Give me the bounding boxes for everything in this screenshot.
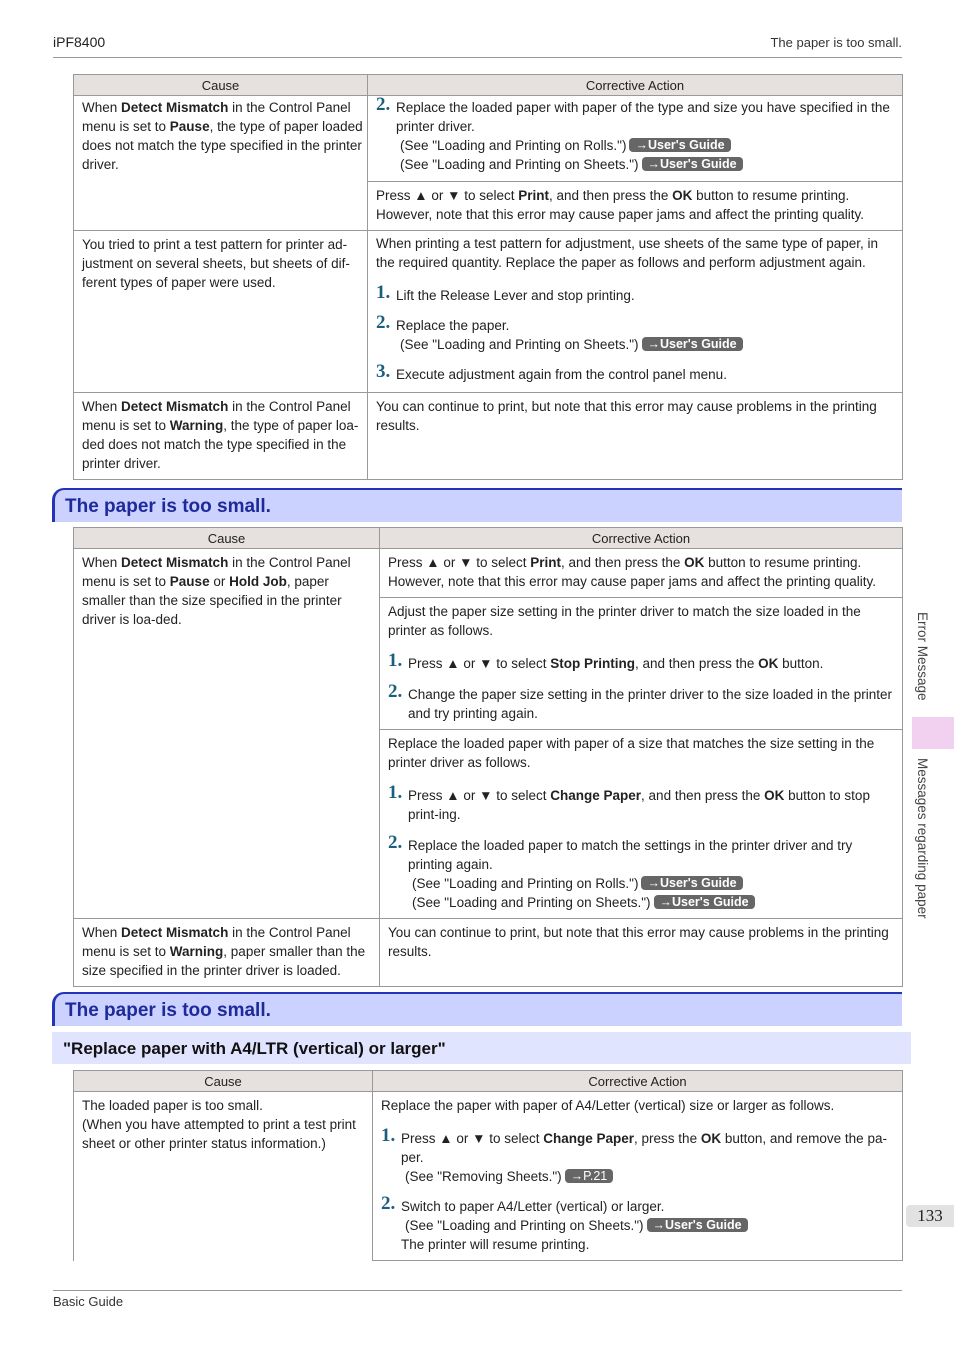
sidebar-chapter-label: Error Message xyxy=(915,612,930,701)
cause-cell: The loaded paper is too small. (When you have attempted to print a test print sheet or other printer status information.) xyxy=(74,1092,373,1261)
users-guide-link[interactable]: →User's Guide xyxy=(642,337,743,351)
column-header-cause: Cause xyxy=(74,1071,373,1092)
table-error-conditions-3 xyxy=(73,1070,903,1261)
section-title: The paper is too small. xyxy=(52,488,902,522)
column-header-cause: Cause xyxy=(74,75,368,96)
cause-cell: When Detect Mismatch in the Control Panel menu is set to Pause or Hold Job, paper smaller than the size specified in the printer driver is loa-ded. xyxy=(74,549,380,919)
table-row xyxy=(74,1092,903,1261)
sidebar-chapter-tab[interactable] xyxy=(912,717,954,749)
table-row xyxy=(74,231,903,393)
header-section: The paper is too small. xyxy=(770,35,902,50)
page-number: 133 xyxy=(906,1205,954,1227)
table-error-conditions-2 xyxy=(73,527,903,987)
cause-cell: When Detect Mismatch in the Control Panel menu is set to Warning, paper smaller than the size specified in the printer driver is loaded. xyxy=(74,919,380,987)
action-cell: Press ▲ or ▼ to select Print, and then press the OK button to resume printing. However, note that this error may cause paper jams and affect the printing quality. xyxy=(368,182,903,231)
table-row xyxy=(74,549,903,598)
column-header-action: Corrective Action xyxy=(380,528,903,549)
reference: (See "Loading and Printing on Sheets.") →User's Guide xyxy=(396,155,894,174)
cause-cell: When Detect Mismatch in the Control Panel menu is set to Pause, the type of paper loaded does not match the type specified in the printer driver. xyxy=(74,96,368,231)
header-model: iPF8400 xyxy=(53,34,106,50)
table-row xyxy=(74,393,903,480)
action-cell: Adjust the paper size setting in the printer driver to match the size loaded in the printer as follows. 1. Press ▲ or ▼ to select Stop Printing, and then press the OK button. 2. Change the paper size setting in the printer driver to the size loaded in the printer and try printing again. xyxy=(380,598,903,730)
users-guide-link[interactable]: →User's Guide xyxy=(641,876,742,890)
step-text: Replace the loaded paper with paper of the type and size you have specified in the printer driver. xyxy=(396,100,890,134)
users-guide-link[interactable]: →User's Guide xyxy=(647,1218,748,1232)
footer-guide-name: Basic Guide xyxy=(53,1294,124,1309)
sidebar-section-label: Messages regarding paper xyxy=(915,758,930,919)
column-header-cause: Cause xyxy=(74,528,380,549)
page-link[interactable]: →P.21 xyxy=(565,1169,614,1183)
column-header-action: Corrective Action xyxy=(373,1071,903,1092)
action-cell: Replace the loaded paper with paper of a size that matches the size setting in the printer driver as follows. 1. Press ▲ or ▼ to select Change Paper, and then press the OK button to stop print-ing. 2. Replace the loaded paper to match the settings in the printer driver and try printing again. (See "Loading and Printing on Rolls.") →User's Guide (See "Loading and Printing on Sheets.") →User's Guide xyxy=(380,730,903,919)
action-cell: Replace the paper with paper of A4/Letter (vertical) size or larger as follows. 1. Press ▲ or ▼ to select Change Paper, press the OK button, and remove the pa-per. (See "Removing Sheets.") →P.21 2. Switch to paper A4/Letter (vertical) or larger. (See "Loading and Printing on Sheets.") →User's Guide The printer will resume printing. xyxy=(373,1092,903,1261)
table-error-conditions-1 xyxy=(73,74,903,480)
reference: (See "Loading and Printing on Rolls.") →User's Guide xyxy=(396,136,894,155)
action-cell: You can continue to print, but note that this error may cause problems in the printing results. xyxy=(380,919,903,987)
cause-cell: You tried to print a test pattern for printer ad-justment on several sheets, but sheets of dif-ferent types of paper were used. xyxy=(74,231,368,393)
action-cell: Press ▲ or ▼ to select Print, and then press the OK button to resume printing. However, note that this error may cause paper jams and affect the printing quality. xyxy=(380,549,903,598)
column-header-action: Corrective Action xyxy=(368,75,903,96)
action-cell: When printing a test pattern for adjustment, use sheets of the same type of paper, in the required quantity. Replace the paper as follows and perform adjustment again. 1. Lift the Release Lever and stop printing. 2. Replace the paper. (See "Loading and Printing on Sheets.") →User's Guide 3. Execute adjustment again from the control panel menu. xyxy=(368,231,903,393)
header-divider xyxy=(53,57,902,58)
subsection-title: "Replace paper with A4/LTR (vertical) or larger" xyxy=(52,1032,911,1064)
users-guide-link[interactable]: →User's Guide xyxy=(642,157,743,171)
section-title: The paper is too small. xyxy=(52,992,902,1026)
footer-divider xyxy=(53,1290,902,1291)
step-number: 2. xyxy=(376,94,391,115)
table-row xyxy=(74,919,903,987)
action-cell: You can continue to print, but note that this error may cause problems in the printing results. xyxy=(368,393,903,480)
users-guide-link[interactable]: →User's Guide xyxy=(654,895,755,909)
cause-cell: When Detect Mismatch in the Control Panel menu is set to Warning, the type of paper loa-ded does not match the type specified in the printer driver. xyxy=(74,393,368,480)
action-cell xyxy=(368,96,903,182)
table-row xyxy=(74,96,903,182)
users-guide-link[interactable]: →User's Guide xyxy=(629,138,730,152)
